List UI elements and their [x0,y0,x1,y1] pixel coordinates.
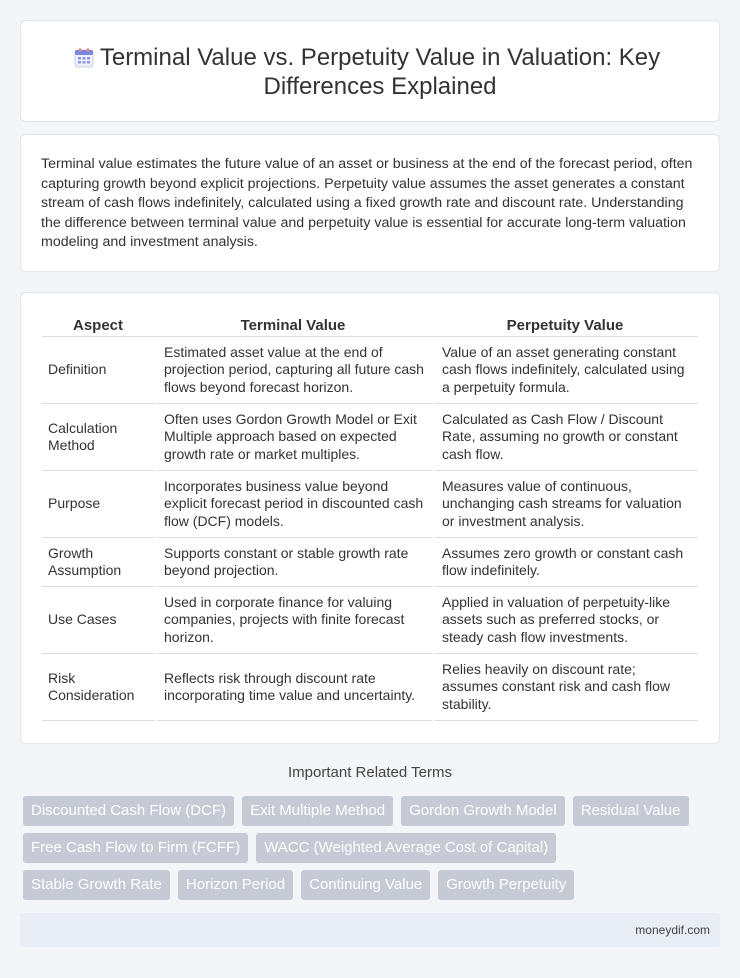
related-term-tag[interactable]: Horizon Period [178,870,293,900]
related-term-tag[interactable]: Discounted Cash Flow (DCF) [23,796,234,826]
table-row [42,404,698,471]
aspect-cell: Purpose [42,471,154,538]
aspect-cell: Calculation Method [42,404,154,471]
aspect-cell: Risk Consideration [42,654,154,721]
page-title: Terminal Value vs. Perpetuity Value in Valuation: Key Differences Explained [99,44,661,100]
footer [20,913,720,947]
table-row [42,654,698,721]
comparison-card [20,292,720,744]
terminal-cell: Often uses Gordon Growth Model or Exit Multiple approach based on expected growth rate or market multiples. [154,404,432,471]
table-row [42,587,698,654]
tag-row [23,870,723,900]
site-name[interactable]: moneydif.com [635,923,710,937]
related-term-tag[interactable]: WACC (Weighted Average Cost of Capital) [256,833,556,863]
tag-row [23,796,723,826]
related-term-tag[interactable]: Stable Growth Rate [23,870,170,900]
terminal-cell: Supports constant or stable growth rate beyond projection. [154,538,432,587]
table-row [42,337,698,404]
related-terms-title: Important Related Terms [288,764,452,781]
aspect-cell: Use Cases [42,587,154,654]
related-term-tag[interactable]: Residual Value [573,796,689,826]
table-header-row [42,313,698,337]
table-row [42,471,698,538]
terminal-cell: Used in corporate finance for valuing companies, projects with finite forecast horizon. [154,587,432,654]
related-term-tag[interactable]: Gordon Growth Model [401,796,565,826]
comparison-table [42,313,698,721]
header-terminal-value: Terminal Value [154,313,432,337]
perpetuity-cell: Measures value of continuous, unchanging cash streams for valuation or investment analysis. [432,471,698,538]
perpetuity-cell: Assumes zero growth or constant cash flow indefinitely. [432,538,698,587]
related-term-tag[interactable]: Continuing Value [301,870,430,900]
aspect-cell: Growth Assumption [42,538,154,587]
title-card [20,20,720,122]
perpetuity-cell: Relies heavily on discount rate; assumes constant risk and cash flow stability. [432,654,698,721]
perpetuity-cell: Applied in valuation of perpetuity-like assets such as preferred stocks, or steady cash flow investments. [432,587,698,654]
related-term-tag[interactable]: Free Cash Flow to Firm (FCFF) [23,833,248,863]
related-term-tag[interactable]: Growth Perpetuity [438,870,574,900]
header-perpetuity-value: Perpetuity Value [432,313,698,337]
related-terms-list [23,796,723,907]
tag-row [23,833,723,863]
aspect-cell: Definition [42,337,154,404]
intro-paragraph: Terminal value estimates the future value of an asset or business at the end of the forecast period, often capturing growth beyond explicit projections. Perpetuity value assumes the asset generates a constant stream of cash flows indefinitely, calculated using a fixed growth rate and discount rate. Understanding the difference between terminal value and perpetuity value is essential for accurate long-term valuation modeling and investment analysis. [41,156,693,251]
header-aspect: Aspect [42,313,154,337]
terminal-cell: Incorporates business value beyond explicit forecast period in discounted cash flow (DCF) models. [154,471,432,538]
terminal-cell: Estimated asset value at the end of projection period, capturing all future cash flows beyond forecast horizon. [154,337,432,404]
terminal-cell: Reflects risk through discount rate incorporating time value and uncertainty. [154,654,432,721]
related-term-tag[interactable]: Exit Multiple Method [242,796,393,826]
perpetuity-cell: Calculated as Cash Flow / Discount Rate, assuming no growth or constant cash flow. [432,404,698,471]
table-row [42,538,698,587]
perpetuity-cell: Value of an asset generating constant cash flows indefinitely, calculated using a perpetuity formula. [432,337,698,404]
intro-card [20,134,720,272]
